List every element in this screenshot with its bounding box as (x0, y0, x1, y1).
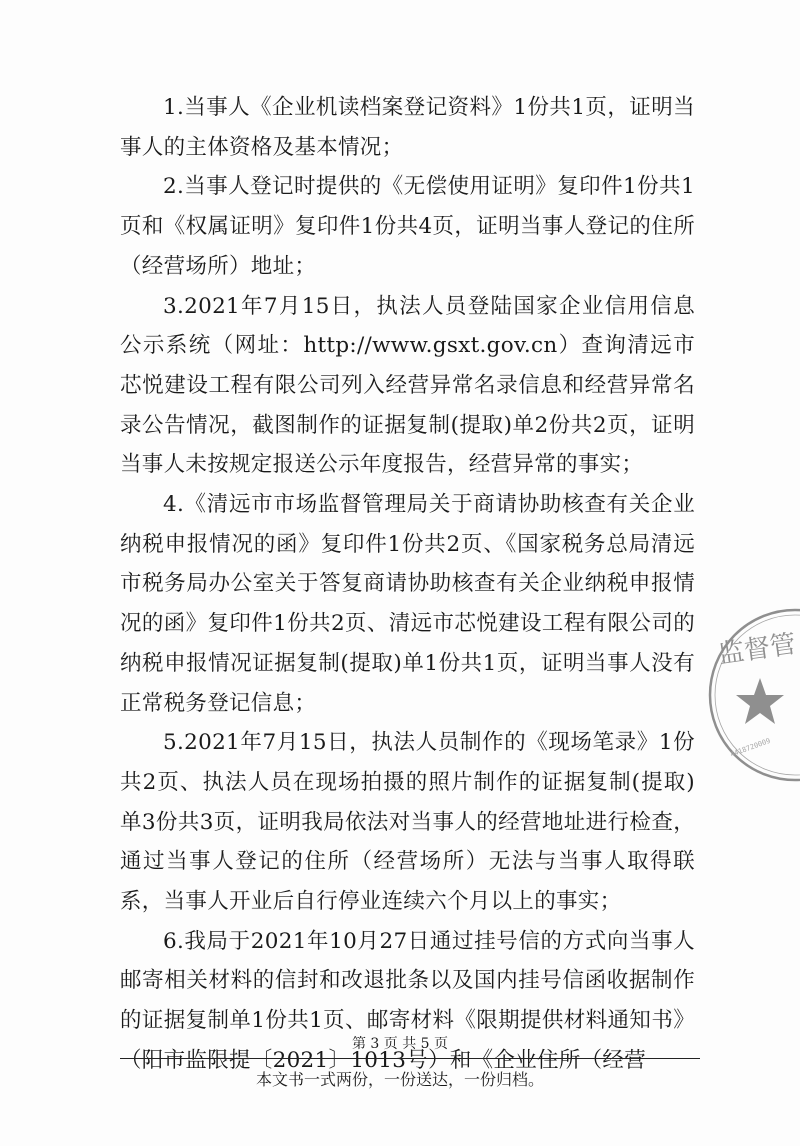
footer-note: 本文书一式两份，一份送达，一份归档。 (255, 1070, 544, 1089)
evidence-item-2: 2.当事人登记时提供的《无偿使用证明》复印件1份共1页和《权属证明》复印件1份共4页，证明当事人登记的住所（经营场所）地址； (120, 174, 695, 279)
evidence-item-4: 4.《清远市市场监督管理局关于商请协助核查有关企业纳税申报情况的函》复印件1份共2页、《国家税务总局清远市税务局办公室关于答复商请协助核查有关企业纳税申报情况的函》复印件1份共2页、清远市芯悦建设工程有限公司的纳税申报情况证据复制(提取)单1份共1页，证明当事人没有正常税务登记信息； (120, 492, 695, 716)
evidence-item-6: 6.我局于2021年10月27日通过挂号信的方式向当事人邮寄相关材料的信封和改退批条以及国内挂号信函收据制作的证据复制单1份共1页、邮寄材料《限期提供材料通知书》（阳市监限提〔2021〕1013号）和《企业住所（经营 (120, 928, 695, 1073)
evidence-item-1: 1.当事人《企业机读档案登记资料》1份共1页，证明当事人的主体资格及基本情况； (120, 95, 695, 160)
footer-divider (120, 1058, 700, 1059)
document-body (120, 88, 695, 1081)
svg-text:监督管: 监督管 (716, 629, 798, 670)
evidence-item-3: 3.2021年7月15日，执法人员登陆国家企业信用信息公示系统（网址：http://www.gsxt.gov.cn）查询清远市芯悦建设工程有限公司列入经营异常名录信息和经营异常名录公告情况，截图制作的证据复制(提取)单2份共2页，证明当事人未按规定报送公示年度报告，经营异常的事实； (120, 293, 695, 478)
svg-text:4418720009: 4418720009 (729, 736, 772, 759)
page-number: 第 3 页 共 5 页 (351, 1036, 449, 1052)
seal-stamp-icon (700, 600, 800, 790)
official-seal (700, 600, 800, 790)
evidence-item-5: 5.2021年7月15日，执法人员制作的《现场笔录》1份共2页、执法人员在现场拍摄的照片制作的证据复制(提取)单3份共3页，证明我局依法对当事人的经营地址进行检查，通过当事人登记的住所（经营场所）无法与当事人取得联系，当事人开业后自行停业连续六个月以上的事实； (120, 730, 695, 915)
